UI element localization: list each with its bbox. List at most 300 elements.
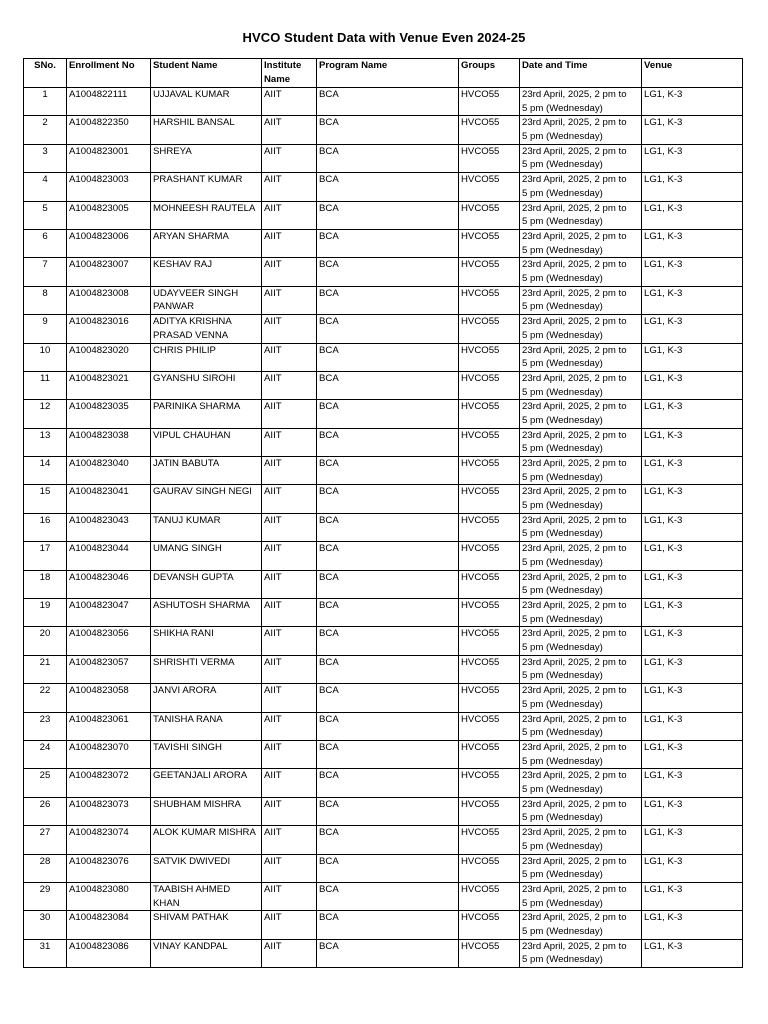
date-time-line: 23rd April, 2025, 2 pm to — [522, 741, 627, 753]
cell-program: BCA — [317, 144, 459, 172]
cell-groups: HVCO55 — [459, 542, 520, 570]
cell-program: BCA — [317, 457, 459, 485]
date-time-line: 23rd April, 2025, 2 pm to — [522, 883, 627, 895]
cell-sno: 17 — [24, 542, 67, 570]
cell-groups: HVCO55 — [459, 371, 520, 399]
date-time-line: 23rd April, 2025, 2 pm to — [522, 798, 627, 810]
cell-institute: AIIT — [262, 939, 317, 967]
cell-institute: AIIT — [262, 201, 317, 229]
table-row — [24, 286, 743, 314]
date-time-line: 23rd April, 2025, 2 pm to — [522, 770, 627, 782]
cell-venue: LG1, K-3 — [642, 826, 743, 854]
cell-program: BCA — [317, 513, 459, 541]
cell-sno: 29 — [24, 882, 67, 910]
cell-institute: AIIT — [262, 88, 317, 116]
cell-sno: 22 — [24, 684, 67, 712]
date-time-line: 23rd April, 2025, 2 pm to — [522, 571, 627, 583]
cell-venue: LG1, K-3 — [642, 258, 743, 286]
table-row — [24, 229, 743, 257]
cell-date-time — [520, 542, 642, 570]
date-time-line: 5 pm (Wednesday) — [522, 954, 603, 966]
date-time-line: 5 pm (Wednesday) — [522, 329, 603, 341]
cell-enrollment: A1004822350 — [67, 116, 151, 144]
cell-venue: LG1, K-3 — [642, 229, 743, 257]
cell-institute: AIIT — [262, 599, 317, 627]
cell-institute: AIIT — [262, 854, 317, 882]
cell-venue: LG1, K-3 — [642, 684, 743, 712]
date-time-line: 23rd April, 2025, 2 pm to — [522, 117, 627, 129]
cell-groups: HVCO55 — [459, 797, 520, 825]
cell-enrollment: A1004823016 — [67, 315, 151, 343]
cell-date-time — [520, 144, 642, 172]
cell-student-name: ASHUTOSH SHARMA — [151, 599, 262, 627]
cell-date-time — [520, 570, 642, 598]
cell-student-name: SHIKHA RANI — [151, 627, 262, 655]
date-time-line: 23rd April, 2025, 2 pm to — [522, 344, 627, 356]
table-row — [24, 258, 743, 286]
cell-student-name: SHRISHTI VERMA — [151, 655, 262, 683]
cell-date-time — [520, 286, 642, 314]
cell-enrollment: A1004823058 — [67, 684, 151, 712]
date-time-line: 5 pm (Wednesday) — [522, 130, 603, 142]
cell-student-name: UMANG SINGH — [151, 542, 262, 570]
cell-student-name: HARSHIL BANSAL — [151, 116, 262, 144]
cell-sno: 31 — [24, 939, 67, 967]
date-time-line: 23rd April, 2025, 2 pm to — [522, 855, 627, 867]
table-row — [24, 854, 743, 882]
cell-enrollment: A1004823061 — [67, 712, 151, 740]
cell-groups: HVCO55 — [459, 740, 520, 768]
cell-program: BCA — [317, 343, 459, 371]
cell-venue: LG1, K-3 — [642, 797, 743, 825]
date-time-line: 5 pm (Wednesday) — [522, 358, 603, 370]
cell-venue: LG1, K-3 — [642, 599, 743, 627]
cell-program: BCA — [317, 229, 459, 257]
cell-venue: LG1, K-3 — [642, 513, 743, 541]
cell-date-time — [520, 627, 642, 655]
cell-venue: LG1, K-3 — [642, 116, 743, 144]
cell-date-time — [520, 258, 642, 286]
table-row — [24, 712, 743, 740]
date-time-line: 23rd April, 2025, 2 pm to — [522, 514, 627, 526]
cell-program: BCA — [317, 939, 459, 967]
cell-institute: AIIT — [262, 116, 317, 144]
page-title: HVCO Student Data with Venue Even 2024-25 — [242, 30, 526, 45]
date-time-line: 5 pm (Wednesday) — [522, 471, 603, 483]
cell-program: BCA — [317, 173, 459, 201]
cell-sno: 3 — [24, 144, 67, 172]
cell-student-name: UDAYVEER SINGH PANWAR — [151, 286, 262, 314]
cell-enrollment: A1004822111 — [67, 88, 151, 116]
header-institute: Institute Name — [262, 59, 317, 88]
date-time-line: 5 pm (Wednesday) — [522, 528, 603, 540]
cell-venue: LG1, K-3 — [642, 400, 743, 428]
date-time-line: 5 pm (Wednesday) — [522, 783, 603, 795]
cell-institute: AIIT — [262, 315, 317, 343]
header-groups: Groups — [459, 59, 520, 88]
cell-enrollment: A1004823084 — [67, 911, 151, 939]
cell-date-time — [520, 684, 642, 712]
cell-sno: 4 — [24, 173, 67, 201]
cell-enrollment: A1004823008 — [67, 286, 151, 314]
cell-enrollment: A1004823046 — [67, 570, 151, 598]
cell-enrollment: A1004823040 — [67, 457, 151, 485]
cell-date-time — [520, 712, 642, 740]
cell-institute: AIIT — [262, 229, 317, 257]
cell-sno: 10 — [24, 343, 67, 371]
cell-sno: 2 — [24, 116, 67, 144]
date-time-line: 23rd April, 2025, 2 pm to — [522, 713, 627, 725]
cell-venue: LG1, K-3 — [642, 88, 743, 116]
cell-student-name: PRASHANT KUMAR — [151, 173, 262, 201]
date-time-line: 23rd April, 2025, 2 pm to — [522, 543, 627, 555]
cell-sno: 13 — [24, 428, 67, 456]
cell-student-name: TANUJ KUMAR — [151, 513, 262, 541]
cell-student-name: ALOK KUMAR MISHRA — [151, 826, 262, 854]
cell-venue: LG1, K-3 — [642, 712, 743, 740]
date-time-line: 23rd April, 2025, 2 pm to — [522, 89, 627, 100]
cell-institute: AIIT — [262, 769, 317, 797]
table-row — [24, 740, 743, 768]
table-row — [24, 911, 743, 939]
cell-venue: LG1, K-3 — [642, 542, 743, 570]
cell-institute: AIIT — [262, 570, 317, 598]
cell-program: BCA — [317, 712, 459, 740]
cell-date-time — [520, 655, 642, 683]
cell-date-time — [520, 229, 642, 257]
cell-date-time — [520, 173, 642, 201]
cell-venue: LG1, K-3 — [642, 173, 743, 201]
cell-program: BCA — [317, 854, 459, 882]
cell-institute: AIIT — [262, 911, 317, 939]
cell-groups: HVCO55 — [459, 712, 520, 740]
table-row — [24, 655, 743, 683]
cell-institute: AIIT — [262, 797, 317, 825]
table-row — [24, 201, 743, 229]
cell-institute: AIIT — [262, 286, 317, 314]
cell-venue: LG1, K-3 — [642, 201, 743, 229]
table-row — [24, 173, 743, 201]
cell-enrollment: A1004823020 — [67, 343, 151, 371]
cell-institute: AIIT — [262, 740, 317, 768]
cell-groups: HVCO55 — [459, 627, 520, 655]
cell-program: BCA — [317, 797, 459, 825]
date-time-line: 23rd April, 2025, 2 pm to — [522, 827, 627, 839]
cell-date-time — [520, 797, 642, 825]
cell-student-name: DEVANSH GUPTA — [151, 570, 262, 598]
date-time-line: 5 pm (Wednesday) — [522, 159, 603, 171]
date-time-line: 5 pm (Wednesday) — [522, 613, 603, 625]
cell-student-name: MOHNEESH RAUTELA — [151, 201, 262, 229]
cell-program: BCA — [317, 599, 459, 627]
table-row — [24, 371, 743, 399]
cell-enrollment: A1004823086 — [67, 939, 151, 967]
cell-groups: HVCO55 — [459, 599, 520, 627]
cell-program: BCA — [317, 826, 459, 854]
date-time-line: 23rd April, 2025, 2 pm to — [522, 145, 627, 157]
date-time-line: 5 pm (Wednesday) — [522, 698, 603, 710]
cell-venue: LG1, K-3 — [642, 740, 743, 768]
cell-venue: LG1, K-3 — [642, 144, 743, 172]
cell-enrollment: A1004823005 — [67, 201, 151, 229]
cell-date-time — [520, 911, 642, 939]
date-time-line: 5 pm (Wednesday) — [522, 755, 603, 767]
cell-date-time — [520, 371, 642, 399]
table-row — [24, 513, 743, 541]
cell-venue: LG1, K-3 — [642, 286, 743, 314]
table-row — [24, 485, 743, 513]
table-row — [24, 428, 743, 456]
cell-student-name: KESHAV RAJ — [151, 258, 262, 286]
cell-sno: 28 — [24, 854, 67, 882]
cell-institute: AIIT — [262, 882, 317, 910]
cell-student-name: SHIVAM PATHAK — [151, 911, 262, 939]
cell-enrollment: A1004823041 — [67, 485, 151, 513]
cell-program: BCA — [317, 428, 459, 456]
cell-enrollment: A1004823057 — [67, 655, 151, 683]
header-sno: SNo. — [24, 59, 67, 88]
cell-groups: HVCO55 — [459, 400, 520, 428]
cell-date-time — [520, 457, 642, 485]
date-time-line: 5 pm (Wednesday) — [522, 925, 603, 937]
date-time-line: 5 pm (Wednesday) — [522, 386, 603, 398]
cell-groups: HVCO55 — [459, 343, 520, 371]
header-venue: Venue — [642, 59, 743, 88]
cell-enrollment: A1004823073 — [67, 797, 151, 825]
date-time-line: 5 pm (Wednesday) — [522, 500, 603, 512]
cell-venue: LG1, K-3 — [642, 882, 743, 910]
cell-institute: AIIT — [262, 485, 317, 513]
cell-institute: AIIT — [262, 826, 317, 854]
date-time-line: 5 pm (Wednesday) — [522, 244, 603, 256]
cell-enrollment: A1004823072 — [67, 769, 151, 797]
cell-program: BCA — [317, 258, 459, 286]
cell-date-time — [520, 939, 642, 967]
cell-sno: 15 — [24, 485, 67, 513]
date-time-line: 5 pm (Wednesday) — [522, 897, 603, 909]
cell-date-time — [520, 826, 642, 854]
cell-program: BCA — [317, 570, 459, 598]
cell-venue: LG1, K-3 — [642, 939, 743, 967]
date-time-line: 23rd April, 2025, 2 pm to — [522, 259, 627, 271]
cell-program: BCA — [317, 655, 459, 683]
cell-enrollment: A1004823047 — [67, 599, 151, 627]
cell-sno: 16 — [24, 513, 67, 541]
cell-date-time — [520, 428, 642, 456]
cell-student-name: SHUBHAM MISHRA — [151, 797, 262, 825]
cell-groups: HVCO55 — [459, 655, 520, 683]
date-time-line: 5 pm (Wednesday) — [522, 869, 603, 881]
cell-institute: AIIT — [262, 513, 317, 541]
cell-student-name: ADITYA KRISHNA PRASAD VENNA — [151, 315, 262, 343]
date-time-line: 5 pm (Wednesday) — [522, 670, 603, 682]
cell-venue: LG1, K-3 — [642, 769, 743, 797]
cell-venue: LG1, K-3 — [642, 457, 743, 485]
cell-sno: 25 — [24, 769, 67, 797]
cell-student-name: PARINIKA SHARMA — [151, 400, 262, 428]
cell-date-time — [520, 343, 642, 371]
table-row — [24, 826, 743, 854]
cell-sno: 21 — [24, 655, 67, 683]
cell-student-name: CHRIS PHILIP — [151, 343, 262, 371]
cell-venue: LG1, K-3 — [642, 655, 743, 683]
date-time-line: 23rd April, 2025, 2 pm to — [522, 230, 627, 242]
cell-institute: AIIT — [262, 655, 317, 683]
date-time-line: 5 pm (Wednesday) — [522, 556, 603, 568]
cell-enrollment: A1004823001 — [67, 144, 151, 172]
cell-enrollment: A1004823007 — [67, 258, 151, 286]
cell-sno: 20 — [24, 627, 67, 655]
table-row — [24, 627, 743, 655]
cell-venue: LG1, K-3 — [642, 485, 743, 513]
cell-groups: HVCO55 — [459, 769, 520, 797]
cell-sno: 9 — [24, 315, 67, 343]
cell-program: BCA — [317, 542, 459, 570]
cell-groups: HVCO55 — [459, 144, 520, 172]
date-time-line: 5 pm (Wednesday) — [522, 840, 603, 852]
date-time-line: 23rd April, 2025, 2 pm to — [522, 940, 627, 952]
cell-enrollment: A1004823035 — [67, 400, 151, 428]
header-enrollment: Enrollment No — [67, 59, 151, 88]
cell-groups: HVCO55 — [459, 939, 520, 967]
table-row — [24, 457, 743, 485]
cell-groups: HVCO55 — [459, 911, 520, 939]
cell-sno: 19 — [24, 599, 67, 627]
cell-student-name: ARYAN SHARMA — [151, 229, 262, 257]
table-row — [24, 400, 743, 428]
table-row — [24, 684, 743, 712]
cell-enrollment: A1004823074 — [67, 826, 151, 854]
cell-enrollment: A1004823070 — [67, 740, 151, 768]
date-time-line: 23rd April, 2025, 2 pm to — [522, 372, 627, 384]
date-time-line: 23rd April, 2025, 2 pm to — [522, 429, 627, 441]
table-row — [24, 88, 743, 116]
cell-sno: 1 — [24, 88, 67, 116]
cell-groups: HVCO55 — [459, 570, 520, 598]
cell-groups: HVCO55 — [459, 428, 520, 456]
cell-groups: HVCO55 — [459, 882, 520, 910]
date-time-line: 5 pm (Wednesday) — [522, 216, 603, 228]
cell-groups: HVCO55 — [459, 485, 520, 513]
table-body — [24, 88, 743, 968]
cell-program: BCA — [317, 201, 459, 229]
header-student-name: Student Name — [151, 59, 262, 88]
cell-enrollment: A1004823080 — [67, 882, 151, 910]
cell-enrollment: A1004823056 — [67, 627, 151, 655]
cell-enrollment: A1004823044 — [67, 542, 151, 570]
cell-venue: LG1, K-3 — [642, 570, 743, 598]
cell-program: BCA — [317, 740, 459, 768]
date-time-line: 5 pm (Wednesday) — [522, 272, 603, 284]
cell-student-name: TAABISH AHMED KHAN — [151, 882, 262, 910]
header-date-time: Date and Time — [520, 59, 642, 88]
cell-student-name: TAVISHI SINGH — [151, 740, 262, 768]
date-time-line: 23rd April, 2025, 2 pm to — [522, 486, 627, 498]
cell-program: BCA — [317, 400, 459, 428]
cell-institute: AIIT — [262, 258, 317, 286]
cell-program: BCA — [317, 684, 459, 712]
cell-date-time — [520, 400, 642, 428]
cell-student-name: VIPUL CHAUHAN — [151, 428, 262, 456]
cell-institute: AIIT — [262, 173, 317, 201]
cell-enrollment: A1004823021 — [67, 371, 151, 399]
cell-program: BCA — [317, 371, 459, 399]
cell-date-time — [520, 201, 642, 229]
student-venue-table — [23, 58, 743, 968]
cell-sno: 6 — [24, 229, 67, 257]
cell-student-name: TANISHA RANA — [151, 712, 262, 740]
cell-venue: LG1, K-3 — [642, 343, 743, 371]
cell-program: BCA — [317, 88, 459, 116]
date-time-line: 5 pm (Wednesday) — [522, 812, 603, 824]
cell-date-time — [520, 513, 642, 541]
cell-groups: HVCO55 — [459, 315, 520, 343]
cell-enrollment: A1004823076 — [67, 854, 151, 882]
cell-student-name: GEETANJALI ARORA — [151, 769, 262, 797]
date-time-line: 5 pm (Wednesday) — [522, 642, 603, 654]
cell-program: BCA — [317, 769, 459, 797]
date-time-line: 5 pm (Wednesday) — [522, 585, 603, 597]
table-row — [24, 939, 743, 967]
cell-groups: HVCO55 — [459, 457, 520, 485]
cell-date-time — [520, 315, 642, 343]
cell-venue: LG1, K-3 — [642, 911, 743, 939]
cell-institute: AIIT — [262, 428, 317, 456]
cell-venue: LG1, K-3 — [642, 627, 743, 655]
cell-sno: 14 — [24, 457, 67, 485]
cell-groups: HVCO55 — [459, 854, 520, 882]
cell-institute: AIIT — [262, 627, 317, 655]
date-time-line: 23rd April, 2025, 2 pm to — [522, 401, 627, 413]
cell-venue: LG1, K-3 — [642, 371, 743, 399]
cell-venue: LG1, K-3 — [642, 315, 743, 343]
cell-sno: 23 — [24, 712, 67, 740]
cell-groups: HVCO55 — [459, 826, 520, 854]
cell-sno: 8 — [24, 286, 67, 314]
cell-enrollment: A1004823006 — [67, 229, 151, 257]
cell-enrollment: A1004823043 — [67, 513, 151, 541]
cell-date-time — [520, 769, 642, 797]
date-time-line: 5 pm (Wednesday) — [522, 187, 603, 199]
cell-groups: HVCO55 — [459, 229, 520, 257]
date-time-line: 5 pm (Wednesday) — [522, 443, 603, 455]
cell-institute: AIIT — [262, 400, 317, 428]
cell-sno: 18 — [24, 570, 67, 598]
date-time-line: 23rd April, 2025, 2 pm to — [522, 600, 627, 612]
table-row — [24, 570, 743, 598]
cell-date-time — [520, 882, 642, 910]
table-row — [24, 797, 743, 825]
table-row — [24, 343, 743, 371]
cell-date-time — [520, 485, 642, 513]
date-time-line: 23rd April, 2025, 2 pm to — [522, 316, 627, 328]
cell-sno: 7 — [24, 258, 67, 286]
cell-groups: HVCO55 — [459, 258, 520, 286]
cell-program: BCA — [317, 882, 459, 910]
cell-date-time — [520, 116, 642, 144]
table-row — [24, 315, 743, 343]
table-row — [24, 882, 743, 910]
cell-sno: 24 — [24, 740, 67, 768]
cell-sno: 5 — [24, 201, 67, 229]
table-row — [24, 116, 743, 144]
cell-institute: AIIT — [262, 343, 317, 371]
cell-student-name: JATIN BABUTA — [151, 457, 262, 485]
cell-groups: HVCO55 — [459, 684, 520, 712]
cell-student-name: UJJAVAL KUMAR — [151, 88, 262, 116]
cell-groups: HVCO55 — [459, 201, 520, 229]
cell-program: BCA — [317, 911, 459, 939]
